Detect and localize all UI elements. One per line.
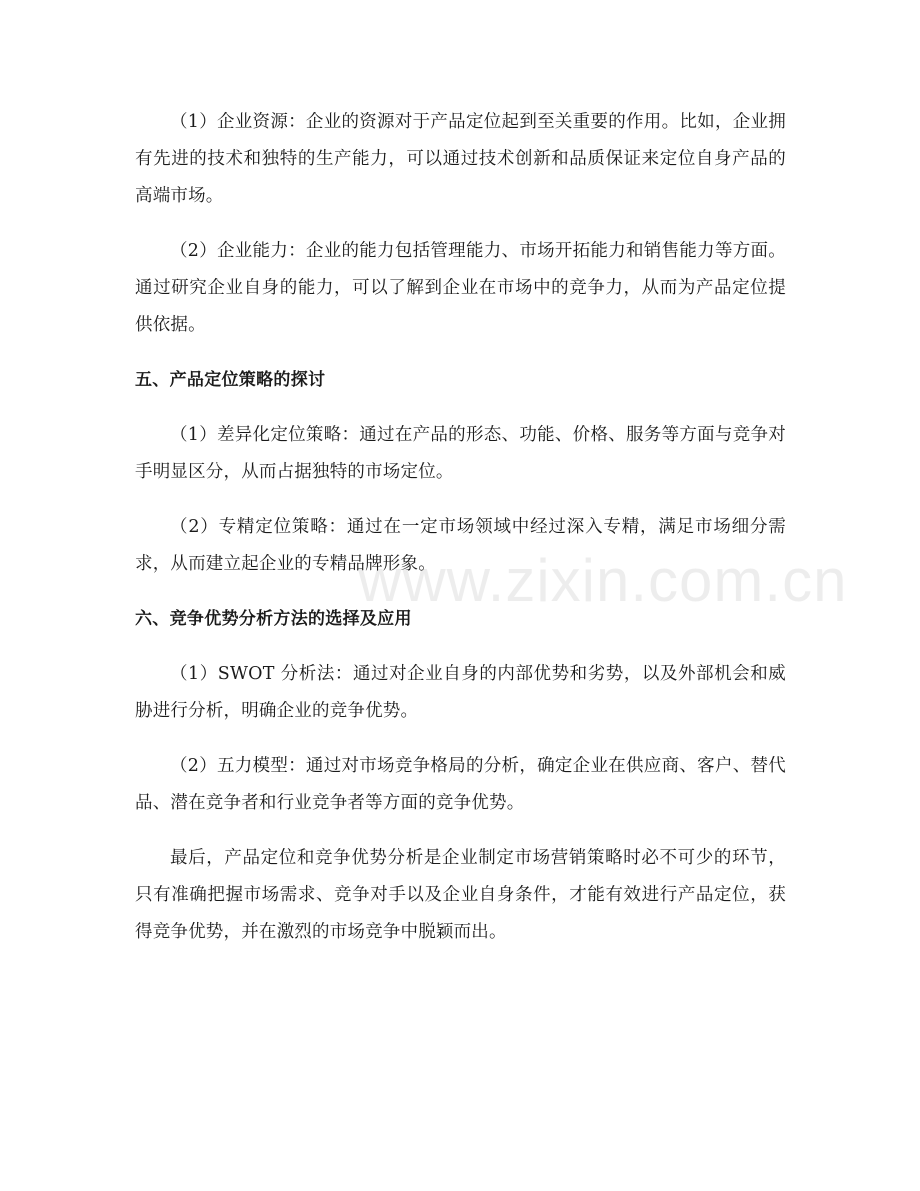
paragraph-enterprise-capability: （2）企业能力：企业的能力包括管理能力、市场开拓能力和销售能力等方面。通过研究企业自身的能力，可以了解到企业在市场中的竞争力，从而为产品定位提供依据。 [135,241,786,335]
paragraph-conclusion: 最后，产品定位和竞争优势分析是企业制定市场营销策略时必不可少的环节，只有准确把握市场需求、竞争对手以及企业自身条件，才能有效进行产品定位，获得竞争优势，并在激烈的市场竞争中脱颖而出。 [135,848,786,942]
paragraph-specialization-strategy: （2）专精定位策略：通过在一定市场领域中经过深入专精，满足市场细分需求，从而建立起企业的专精品牌形象。 [135,517,786,574]
paragraph-differentiation-strategy: （1）差异化定位策略：通过在产品的形态、功能、价格、服务等方面与竞争对手明显区分，从而占据独特的市场定位。 [135,425,786,482]
paragraph-five-forces: （2）五力模型：通过对市场竞争格局的分析，确定企业在供应商、客户、替代品、潜在竞争者和行业竞争者等方面的竞争优势。 [135,756,786,813]
section-heading-competitive-analysis: 六、竞争优势分析方法的选择及应用 [135,609,412,629]
document-body [135,104,786,969]
section-heading-positioning-strategy: 五、产品定位策略的探讨 [135,370,326,390]
paragraph-enterprise-resources: （1）企业资源：企业的资源对于产品定位起到至关重要的作用。比如，企业拥有先进的技术和独特的生产能力，可以通过技术创新和品质保证来定位自身产品的高端市场。 [135,112,786,206]
watermark-text: www.zixin.com.cn [358,547,848,614]
paragraph-swot-analysis: （1）SWOT 分析法：通过对企业自身的内部优势和劣势，以及外部机会和威胁进行分析，明确企业的竞争优势。 [135,664,786,721]
